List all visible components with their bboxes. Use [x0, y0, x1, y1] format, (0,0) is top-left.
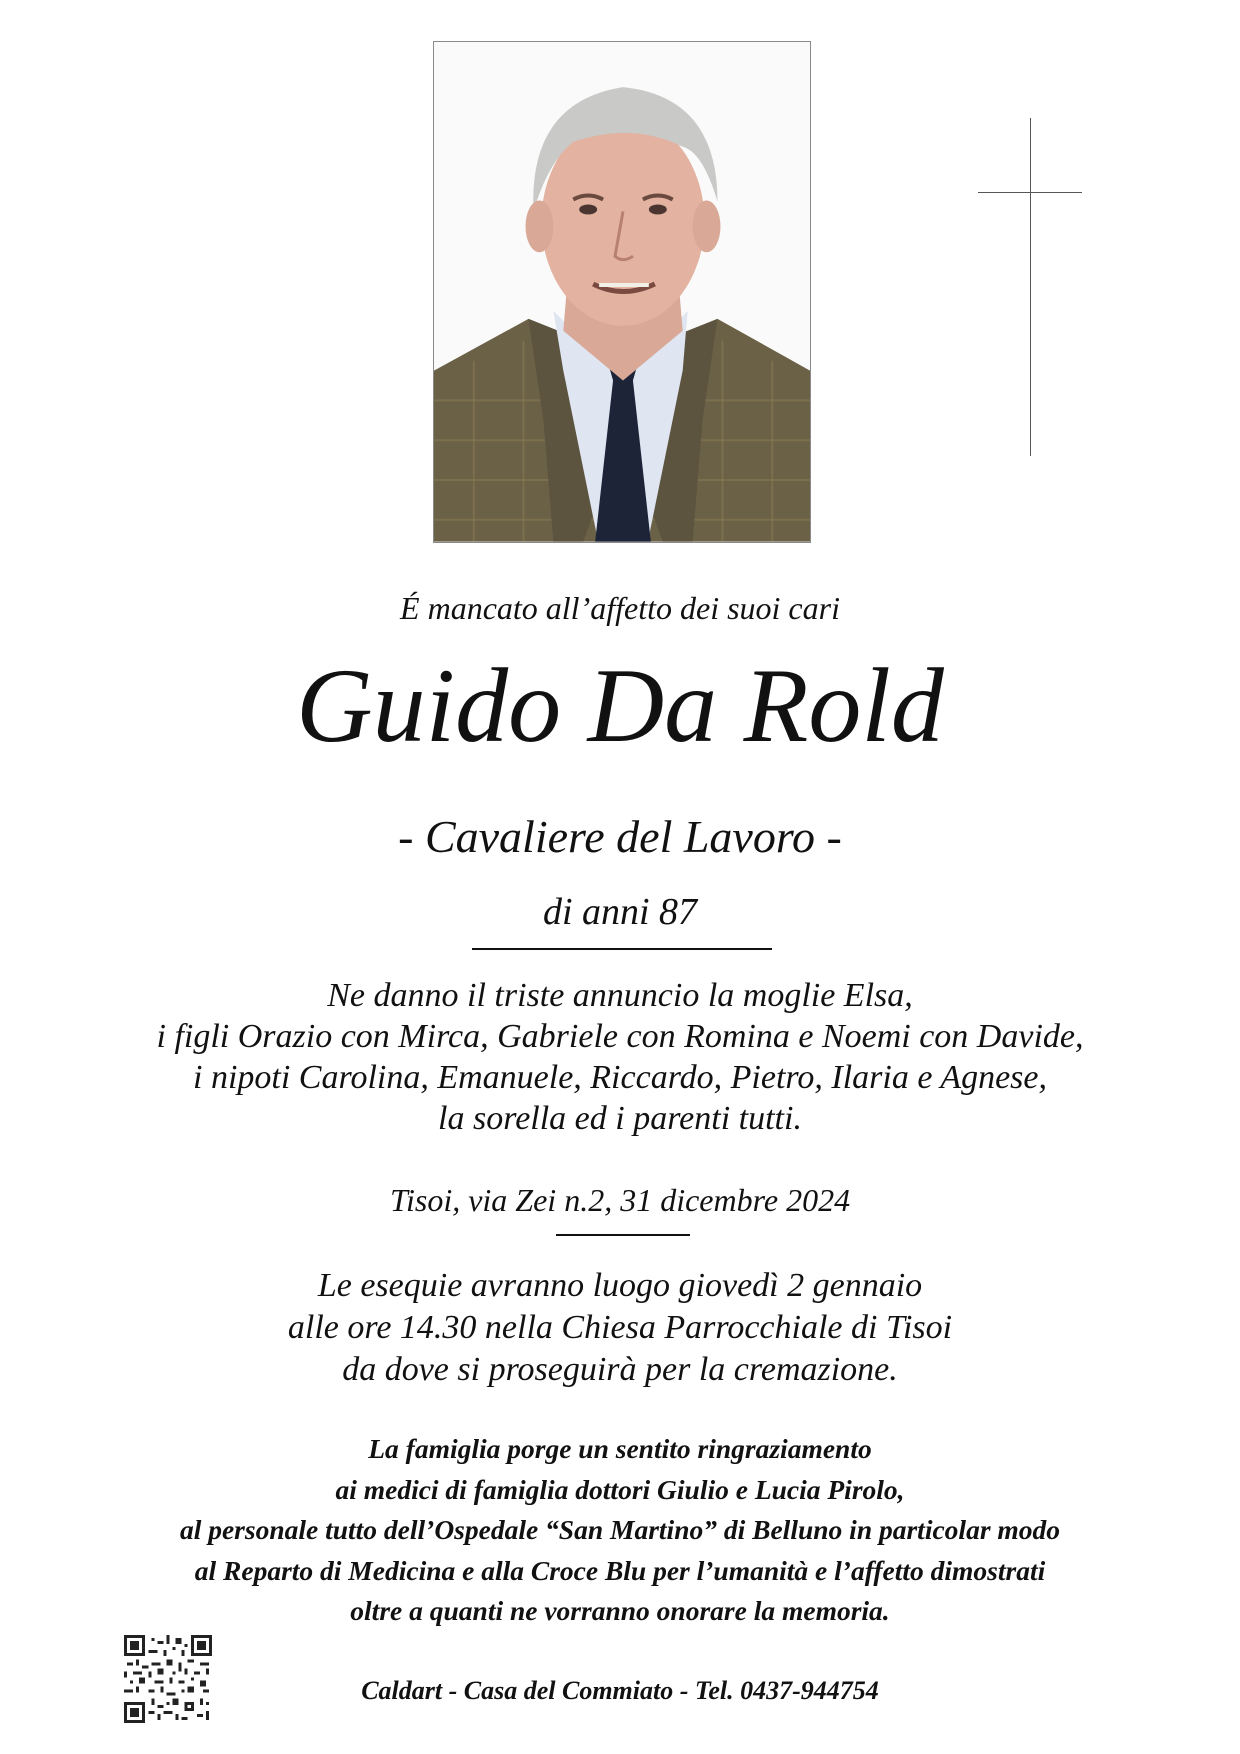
- thanks-line: La famiglia porge un sentito ringraziamento: [368, 1433, 872, 1464]
- funeral-block: [0, 1265, 1240, 1391]
- funeral-line: Le esequie avranno luogo giovedì 2 gennaio: [317, 1267, 923, 1304]
- intro-text: É mancato all’affetto dei suoi cari: [400, 590, 840, 626]
- honorific-title: - Cavaliere del Lavoro -: [398, 811, 842, 862]
- announcement-line: i figli Orazio con Mirca, Gabriele con Romina e Noemi con Davide,: [156, 1018, 1084, 1055]
- footer-contact: Caldart - Casa del Commiato - Tel. 0437-944754: [361, 1676, 879, 1705]
- announcement-line: la sorella ed i parenti tutti.: [438, 1100, 802, 1137]
- portrait-photo: [433, 41, 811, 543]
- announcement-line: Ne danno il triste annuncio la moglie Elsa,: [327, 977, 913, 1014]
- cross-icon: [978, 118, 1082, 456]
- place-date: Tisoi, via Zei n.2, 31 dicembre 2024: [389, 1182, 851, 1218]
- thanks-line: al personale tutto dell’Ospedale “San Martino” di Belluno in particolar modo: [179, 1514, 1061, 1545]
- thanks-line: al Reparto di Medicina e alla Croce Blu per l’umanità e l’affetto dimostrati: [194, 1554, 1046, 1586]
- thanks-block: [0, 1429, 1240, 1632]
- announcement-line: i nipoti Carolina, Emanuele, Riccardo, Pietro, Ilaria e Agnese,: [193, 1059, 1047, 1096]
- funeral-line: da dove si proseguirà per la cremazione.: [342, 1351, 898, 1388]
- portrait-illustration: [434, 42, 810, 542]
- age-text: di anni 87: [542, 891, 698, 933]
- thanks-line: oltre a quanti ne vorranno onorare la memoria.: [350, 1595, 890, 1626]
- deceased-name: Guido Da Rold: [296, 647, 944, 764]
- divider: [556, 1234, 690, 1236]
- announcement-block: [0, 975, 1240, 1139]
- thanks-line: ai medici di famiglia dottori Giulio e Lucia Pirolo,: [335, 1473, 905, 1505]
- funeral-line: alle ore 14.30 nella Chiesa Parrocchiale di Tisoi: [287, 1309, 953, 1346]
- divider: [472, 948, 772, 950]
